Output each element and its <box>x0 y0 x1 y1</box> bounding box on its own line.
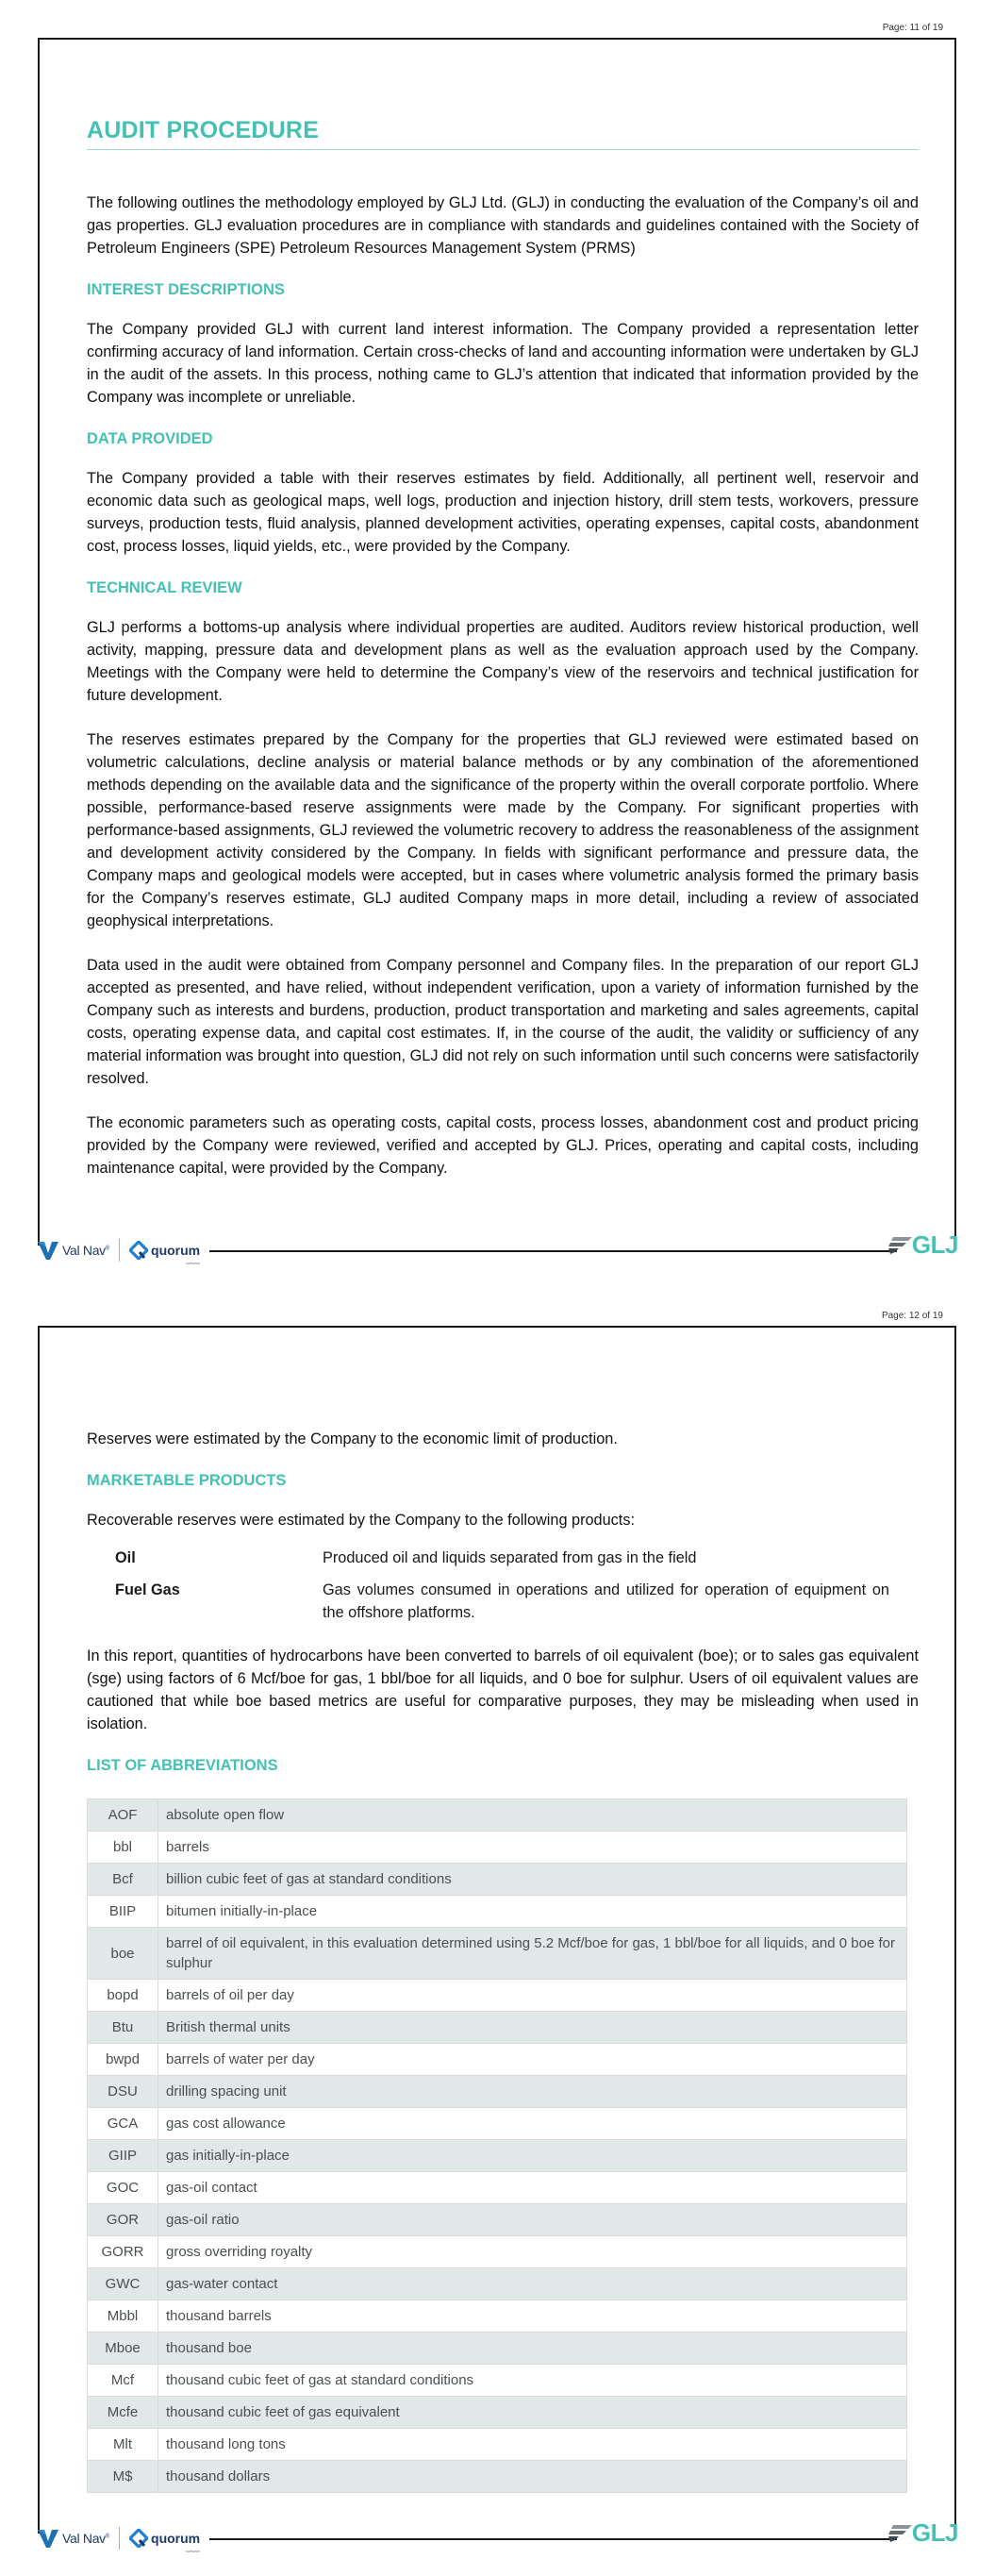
page-footer <box>38 1230 968 1272</box>
technical-review-paragraph-1: GLJ performs a bottoms-up analysis where individual properties are audited. Auditors review historical production, well activity, mapping, pressure data and development plans as well as the evaluation approach used by the Company. Meetings with the Company were held to determine the Company’s view of the reservoirs and technical justification for future development. <box>87 619 919 704</box>
footer-rule <box>209 1250 897 1252</box>
meaning-cell: barrels of water per day <box>158 2044 907 2076</box>
table-row <box>88 2076 907 2108</box>
quorum-logo-icon <box>129 2529 148 2548</box>
product-term: Fuel Gas <box>115 1581 180 1598</box>
meaning-cell: thousand cubic feet of gas at standard conditions <box>158 2365 907 2397</box>
table-row <box>88 1928 907 1980</box>
table-row <box>88 2333 907 2365</box>
meaning-cell: barrels of oil per day <box>158 1980 907 2012</box>
meaning-cell: barrel of oil equivalent, in this evaluation determined using 5.2 Mcf/boe for gas, 1 bbl/boe for all liquids, and 0 boe for sulphur <box>158 1928 907 1980</box>
abbreviation-cell: BIIP <box>88 1896 158 1928</box>
product-term: Oil <box>115 1549 136 1566</box>
meaning-cell: gas cost allowance <box>158 2108 907 2140</box>
table-row <box>88 1864 907 1896</box>
table-row <box>88 2300 907 2333</box>
product-item <box>115 1547 889 1569</box>
section-heading-marketable-products: MARKETABLE PRODUCTS <box>87 1472 287 1489</box>
technical-review-paragraph-4: The economic parameters such as operating costs, capital costs, process losses, abandonment cost and product pricing provided by the Company were reviewed, verified and accepted by GLJ. Prices, operating and capital costs, including maintenance capital, were provided by the Company. <box>87 1114 919 1177</box>
abbreviation-cell: AOF <box>88 1799 158 1832</box>
table-row <box>88 2204 907 2236</box>
section-heading-abbreviations: LIST OF ABBREVIATIONS <box>87 1757 278 1774</box>
valnav-logo-icon <box>38 2528 58 2549</box>
glj-wordmark: GLJ <box>911 2518 958 2547</box>
table-row <box>88 1832 907 1864</box>
meaning-cell: thousand dollars <box>158 2461 907 2493</box>
footer-logos-left <box>38 1234 200 1266</box>
meaning-cell: gross overriding royalty <box>158 2236 907 2268</box>
abbreviation-cell: Btu <box>88 2012 158 2044</box>
abbreviation-cell: GIIP <box>88 2140 158 2172</box>
page-title: AUDIT PROCEDURE <box>87 117 919 150</box>
table-row <box>88 2365 907 2397</box>
quorum-wordmark: quorum software <box>151 1243 201 1265</box>
meaning-cell: absolute open flow <box>158 1799 907 1832</box>
abbreviation-cell: M$ <box>88 2461 158 2493</box>
product-definition: Gas volumes consumed in operations and utilized for operation of equipment on the offshore platforms. <box>323 1581 889 1621</box>
abbreviation-cell: DSU <box>88 2076 158 2108</box>
interest-descriptions-paragraph: The Company provided GLJ with current land interest information. The Company provided a representation letter confirming accuracy of land information. Certain cross-checks of land and accounting information were undertaken by GLJ in the audit of the assets. In this process, nothing came to GLJ’s attention that indicated that information provided by the Company was incomplete or unreliable. <box>87 321 919 406</box>
footer-logo-right <box>887 2518 958 2548</box>
abbreviation-cell: GOR <box>88 2204 158 2236</box>
table-row <box>88 2172 907 2204</box>
abbreviation-cell: bwpd <box>88 2044 158 2076</box>
abbreviation-cell: GORR <box>88 2236 158 2268</box>
valnav-logo-icon <box>38 1240 58 1261</box>
abbreviation-cell: bopd <box>88 1980 158 2012</box>
meaning-cell: billion cubic feet of gas at standard conditions <box>158 1864 907 1896</box>
table-row <box>88 2012 907 2044</box>
meaning-cell: British thermal units <box>158 2012 907 2044</box>
footer-logo-right <box>887 1230 958 1260</box>
table-row <box>88 2268 907 2300</box>
table-row <box>88 1896 907 1928</box>
table-row <box>88 2044 907 2076</box>
meaning-cell: thousand boe <box>158 2333 907 2365</box>
data-provided-paragraph: The Company provided a table with their reserves estimates by field. Additionally, all pertinent well, reservoir and economic data such as geological maps, well logs, production and injection history, drill stem tests, workovers, pressure surveys, production tests, fluid analysis, planned development activities, operating expenses, capital costs, abandonment cost, process losses, liquid yields, etc., were provided by the Company. <box>87 470 919 555</box>
marketable-lead: Recoverable reserves were estimated by the Company to the following products: <box>87 1512 635 1529</box>
section-heading-interest-descriptions: INTEREST DESCRIPTIONS <box>87 281 285 298</box>
intro-paragraph: The following outlines the methodology employed by GLJ Ltd. (GLJ) in conducting the evaluation of the Company’s oil and gas properties. GLJ evaluation procedures are in compliance with standards and guidelines contained with the Society of Petroleum Engineers (SPE) Petroleum Resources Management System (PRMS) <box>87 194 919 257</box>
table-row <box>88 2140 907 2172</box>
abbreviation-cell: Mcf <box>88 2365 158 2397</box>
glj-wordmark: GLJ <box>911 1230 958 1259</box>
logo-divider <box>119 2527 120 2550</box>
meaning-cell: gas initially-in-place <box>158 2140 907 2172</box>
abbreviation-cell: Bcf <box>88 1864 158 1896</box>
abbreviation-cell: bbl <box>88 1832 158 1864</box>
products-list <box>115 1547 889 1624</box>
abbreviation-cell: GOC <box>88 2172 158 2204</box>
abbreviation-cell: Mcfe <box>88 2397 158 2429</box>
abbreviation-cell: boe <box>88 1928 158 1980</box>
meaning-cell: thousand cubic feet of gas equivalent <box>158 2397 907 2429</box>
quorum-wordmark: quorum software <box>151 2531 201 2553</box>
page-content <box>87 117 919 1201</box>
economic-limit-paragraph: Reserves were estimated by the Company to the economic limit of production. <box>87 1430 618 1447</box>
meaning-cell: bitumen initially-in-place <box>158 1896 907 1928</box>
valnav-wordmark: Val Nav® <box>62 1243 110 1258</box>
section-heading-technical-review: TECHNICAL REVIEW <box>87 579 242 596</box>
valnav-wordmark: Val Nav® <box>62 2531 110 2546</box>
meaning-cell: thousand barrels <box>158 2300 907 2333</box>
meaning-cell: gas-oil contact <box>158 2172 907 2204</box>
technical-review-paragraph-2: The reserves estimates prepared by the Company for the properties that GLJ reviewed were estimated based on volumetric calculations, decline analysis or material balance methods or by any combination of the aforementioned methods depending on the available data and the significance of the property within the overall corporate portfolio. Where possible, performance-based reserve assignments were made by the Company. For significant properties with performance-based assignments, GLJ reviewed the volumetric recovery to address the reasonableness of the assignment and development activity considered by the Company. In fields with significant performance and pressure data, the Company maps and geological models were accepted, but in cases where volumetric analysis formed the primary basis for the Company’s reserves estimate, GLJ audited Company maps in more detail, including a review of associated geophysical interpretations. <box>87 731 919 929</box>
abbreviation-cell: Mboe <box>88 2333 158 2365</box>
table-row <box>88 2461 907 2493</box>
page-content <box>87 1428 919 2493</box>
meaning-cell: barrels <box>158 1832 907 1864</box>
page-footer <box>38 2518 968 2560</box>
table-row <box>88 2397 907 2429</box>
meaning-cell: gas-oil ratio <box>158 2204 907 2236</box>
abbreviation-cell: Mlt <box>88 2429 158 2461</box>
quorum-logo-icon <box>129 1241 148 1260</box>
abbreviation-cell: GCA <box>88 2108 158 2140</box>
glj-wing-icon <box>887 1235 914 1256</box>
glj-wing-icon <box>887 2523 914 2544</box>
product-item <box>115 1579 889 1624</box>
section-heading-data-provided: DATA PROVIDED <box>87 430 213 447</box>
page-number: Page: 12 of 19 <box>881 1311 943 1321</box>
meaning-cell: gas-water contact <box>158 2268 907 2300</box>
conversion-note-paragraph: In this report, quantities of hydrocarbons have been converted to barrels of oil equivalent (boe); or to sales gas equivalent (sge) using factors of 6 Mcf/boe for gas, 1 bbl/boe for all liquids, and 0 boe for sulphur. Users of oil equivalent values are cautioned that while boe based metrics are useful for comparative purposes, they may be misleading when used in isolation. <box>87 1648 919 1732</box>
product-definition: Produced oil and liquids separated from gas in the field <box>323 1549 697 1566</box>
logo-divider <box>119 1239 120 1262</box>
page-number: Page: 11 of 19 <box>882 23 943 33</box>
technical-review-paragraph-3: Data used in the audit were obtained from Company personnel and Company files. In the preparation of our report GLJ accepted as presented, and have relied, without independent verification, upon a variety of information furnished by the Company such as interests and burdens, production, product transportation and marketing and sales agreements, capital costs, operating expense data, and capital cost estimates. If, in the course of the audit, the validity or sufficiency of any material information was brought into question, GLJ did not rely on such information until such concerns were satisfactorily resolved. <box>87 957 919 1087</box>
abbreviation-cell: Mbbl <box>88 2300 158 2333</box>
meaning-cell: thousand long tons <box>158 2429 907 2461</box>
table-row <box>88 2108 907 2140</box>
table-row <box>88 1980 907 2012</box>
abbreviations-table <box>87 1798 907 2493</box>
meaning-cell: drilling spacing unit <box>158 2076 907 2108</box>
footer-rule <box>209 2538 897 2540</box>
footer-logos-left <box>38 2522 200 2554</box>
table-row <box>88 2429 907 2461</box>
table-row <box>88 1799 907 1832</box>
page-12 <box>0 1288 995 2576</box>
abbreviation-cell: GWC <box>88 2268 158 2300</box>
table-row <box>88 2236 907 2268</box>
